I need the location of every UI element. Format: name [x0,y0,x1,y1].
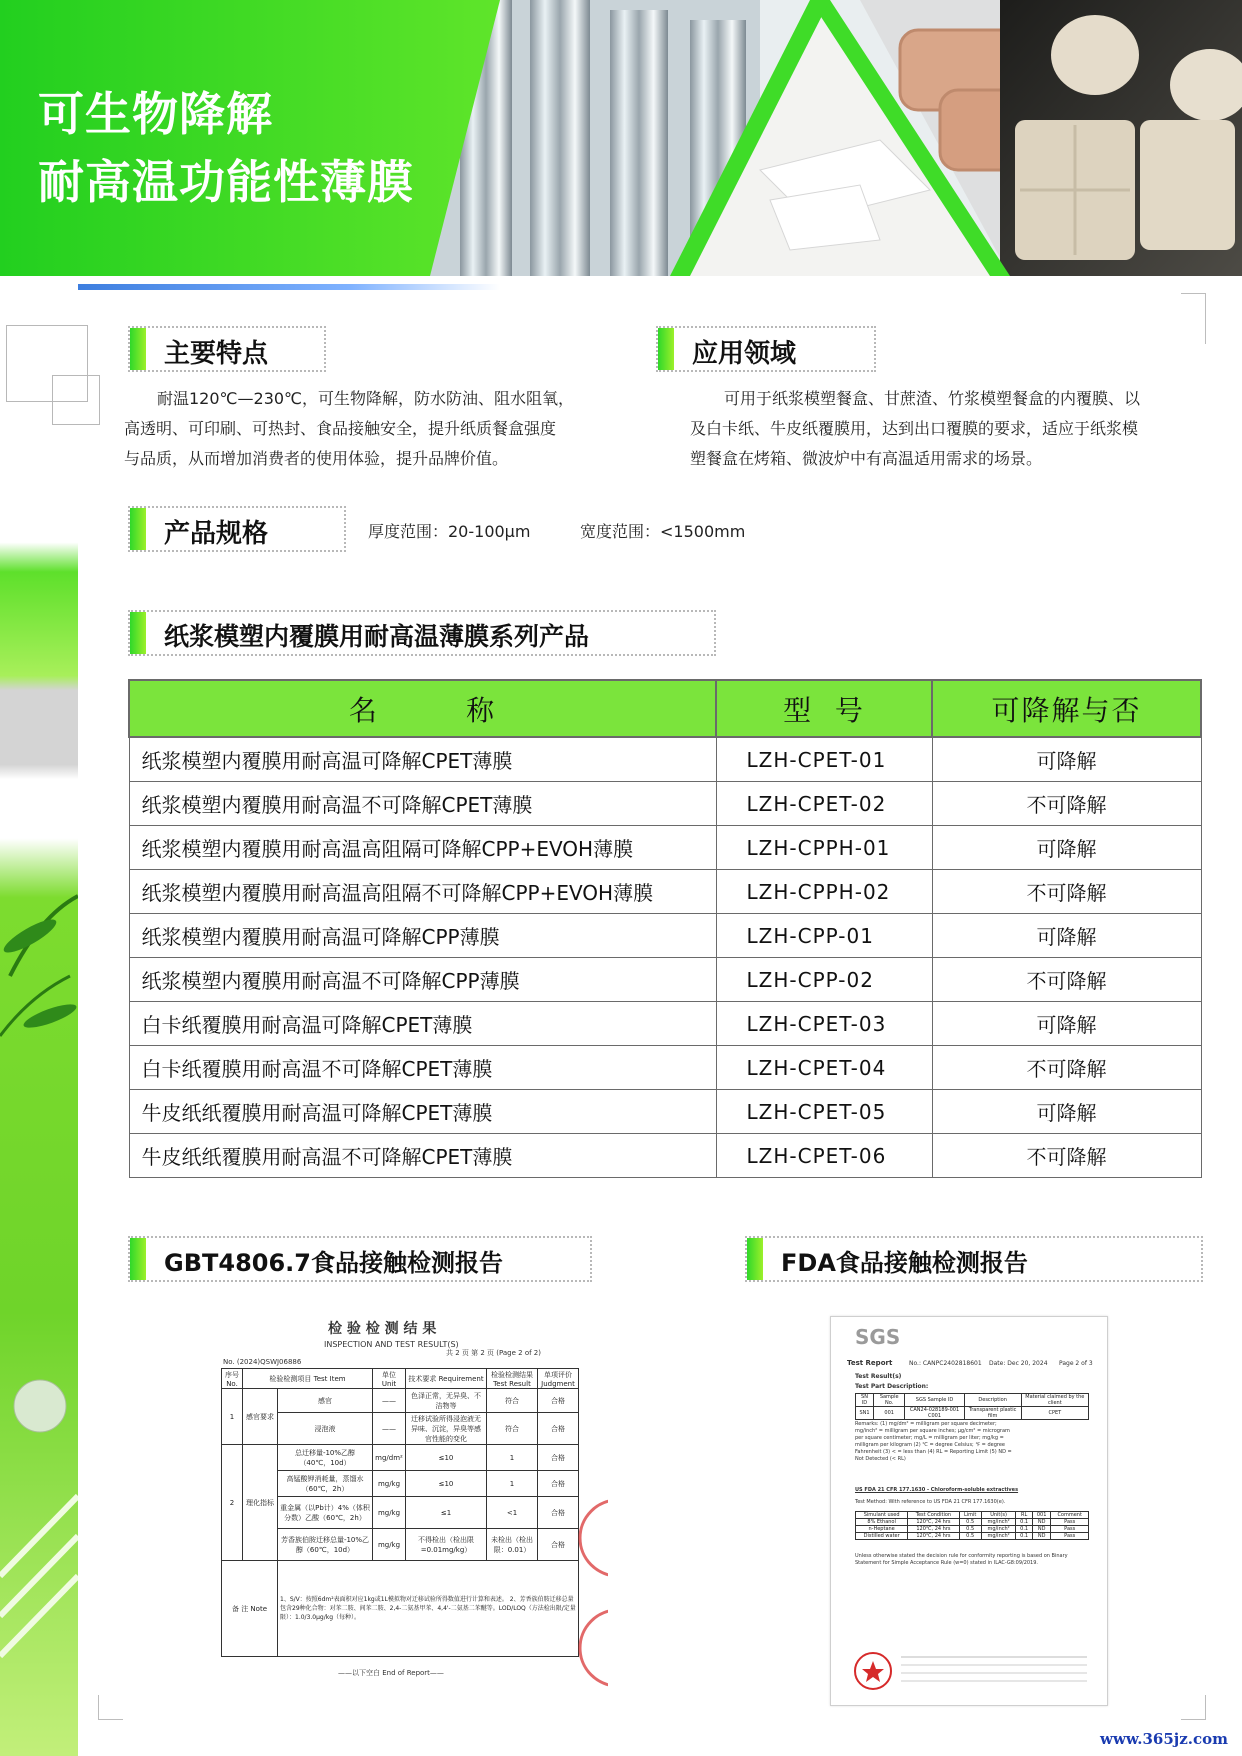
gbt-report-heading-text: GBT4806.7食品接触检测报告 [164,1249,503,1277]
gbt-cell: 合格 [538,1413,579,1445]
product-name: 牛皮纸纸覆膜用耐高温不可降解CPET薄膜 [129,1134,716,1178]
fda-cell: 0.5 [959,1526,981,1533]
column-header-name: 名 称 [129,680,716,737]
official-seal-stamp [578,1488,608,1688]
fda-report-heading-text: FDA食品接触检测报告 [781,1249,1028,1277]
fda-results-label: Test Result(s) [855,1373,902,1380]
product-name: 纸浆模塑内覆膜用耐高温可降解CPP薄膜 [129,914,716,958]
fda-col-header: Unit(s) [981,1512,1016,1519]
fda-page: Page 2 of 3 [1059,1360,1093,1367]
gbt-note-label: 备 注 Note [222,1561,278,1657]
heading-accent-bar [130,1238,146,1280]
fda-cell: Pass [1051,1533,1089,1540]
heading-accent-bar [130,328,146,370]
product-name: 纸浆模塑内覆膜用耐高温可降解CPET薄膜 [129,737,716,782]
product-model: LZH-CPPH-02 [716,870,932,914]
fda-section-title: US FDA 21 CFR 177.1630 - Chloroform-soluble extractives [855,1487,1019,1493]
fda-remarks: Remarks: (1) mg/dm² = milligram per square decimeter; mg/inch² = milligram per square inches; μg/cm² = microgram per square centimeter; mg/L = milligram per liter; mg/kg = milligram per kilogram (2) ℃ = degree Celsius; ℉ = degree Fahrenheit (3) < = less than (4) RL = Reporting Limit (5) ND = Not Detected (< RL) [855,1421,1012,1462]
gbt-cell: —— [373,1389,406,1413]
heading-accent-bar [130,508,146,550]
fda-cell: Distilled water [856,1533,908,1540]
degradable-status: 不可降解 [932,1046,1201,1090]
series-heading [128,610,716,656]
gbt-col-header: 序号 No. [222,1369,243,1389]
gbt-cell: 芳香族伯胺迁移总量-10%乙醇（60℃，10d） [278,1529,373,1561]
gbt-report-heading [128,1236,592,1282]
gbt-result-table [221,1368,579,1657]
fda-col-header: SN ID [856,1394,874,1407]
product-name: 白卡纸覆膜用耐高温不可降解CPET薄膜 [129,1046,716,1090]
fda-cell: mg/inch² [981,1526,1016,1533]
fda-no: No.: CANPC2402818601 [909,1360,982,1367]
fda-cell: 8% Ethanol [856,1519,908,1526]
features-line: 高透明、可印刷、可热封、食品接触安全，提升纸质餐盒强度 [124,419,557,438]
applications-line: 可用于纸浆模塑餐盒、甘蔗渣、竹浆模塑餐盒的内覆膜、以 [724,389,1141,408]
degradable-status: 可降解 [932,826,1201,870]
gbt-cell: ≤10 [406,1471,487,1497]
product-series-table [128,679,1202,1178]
gbt-cell: mg/dm² [373,1445,406,1471]
degradable-status: 可降解 [932,1090,1201,1134]
product-model: LZH-CPPH-01 [716,826,932,870]
product-model: LZH-CPP-02 [716,958,932,1002]
table-row [129,1090,1201,1134]
fda-col-header: Sample No. [873,1394,904,1407]
degradable-status: 不可降解 [932,782,1201,826]
fda-part-desc: Test Part Description: [855,1383,929,1390]
table-row [129,782,1201,826]
product-model: LZH-CPET-06 [716,1134,932,1178]
fda-cell: Transparent plastic film [964,1407,1021,1420]
gbt-cell: 浸泡液 [278,1413,373,1445]
fda-cell: ND [1032,1519,1051,1526]
heading-accent-bar [130,612,146,654]
product-model: LZH-CPET-03 [716,1002,932,1046]
gbt-row-group: 理化指标 [243,1445,278,1561]
fda-col-header: Description [964,1394,1021,1407]
gbt-cell: 合格 [538,1445,579,1471]
gbt-cell: 1 [487,1471,538,1497]
thickness-range: 厚度范围：20-100μm [368,522,531,541]
table-row [129,914,1201,958]
fda-cell: SN1 [856,1407,874,1420]
fda-cell: 120℃, 24 hrs [908,1519,959,1526]
gbt-col-header: 单项评价 Judgment [538,1369,579,1389]
product-name: 白卡纸覆膜用耐高温可降解CPET薄膜 [129,1002,716,1046]
specs-heading [128,506,346,552]
fda-cell: 0.5 [959,1533,981,1540]
degradable-status: 不可降解 [932,1134,1201,1178]
gbt-cell: 感官 [278,1389,373,1413]
gbt-cell: 符合 [487,1389,538,1413]
fda-date: Date: Dec 20, 2024 [989,1360,1048,1367]
sgs-logo: SGS [855,1325,901,1349]
applications-line: 塑餐盒在烤箱、微波炉中有高温适用需求的场景。 [690,449,1043,468]
table-row [129,826,1201,870]
width-range: 宽度范围：<1500mm [580,522,746,541]
fda-col-header: 001 [1032,1512,1051,1519]
fda-col-header: Simulant used [856,1512,908,1519]
product-name: 纸浆模塑内覆膜用耐高温高阻隔不可降解CPP+EVOH薄膜 [129,870,716,914]
series-heading-text: 纸浆模塑内覆膜用耐高温薄膜系列产品 [164,622,590,651]
fda-cell: n-Heptane [856,1526,908,1533]
product-model: LZH-CPET-04 [716,1046,932,1090]
gbt-cell: ≤10 [406,1445,487,1471]
fda-title: Test Report [847,1359,893,1367]
product-model: LZH-CPET-02 [716,782,932,826]
fda-report-document [830,1316,1108,1706]
column-header-degradable: 可降解与否 [932,680,1201,737]
left-decor-strip [0,276,78,1756]
header-banner [0,0,1242,276]
fda-col-header: Material claimed by the client [1021,1394,1088,1407]
fda-cell: Pass [1051,1519,1089,1526]
gbt-doc-subtitle: INSPECTION AND TEST RESULT(S) [324,1340,459,1349]
film-roll [530,0,590,276]
fda-cell: mg/inch² [981,1533,1016,1540]
applications-heading [656,326,876,372]
fda-report-heading [745,1236,1203,1282]
gbt-cell: 未检出（检出限：0.01） [487,1529,538,1561]
fda-cell: mg/inch² [981,1519,1016,1526]
features-heading [128,326,326,372]
fda-decision-rule: Unless otherwise stated the decision rule for conformity reporting is based on Binary Statement for Simple Acceptance Rule (w=0) stated in ILAC-G8:09/2019. [855,1553,1068,1566]
table-row [129,737,1201,782]
degradable-status: 不可降解 [932,870,1201,914]
table-row [129,1002,1201,1046]
degradable-status: 可降解 [932,1002,1201,1046]
fda-method: Test Method: With reference to US FDA 21 CFR 177.1630(e). [855,1499,1006,1505]
specs-heading-text: 产品规格 [164,519,269,549]
fda-col-header: RL [1016,1512,1032,1519]
heading-accent-bar [658,328,674,370]
fda-cell: ND [1032,1526,1051,1533]
gbt-cell: 总迁移量-10%乙醇（40℃，10d） [278,1445,373,1471]
fda-cell: 0.5 [959,1519,981,1526]
gbt-cell: —— [373,1413,406,1445]
table-row [129,870,1201,914]
applications-text [690,384,1210,474]
applications-line: 及白卡纸、牛皮纸覆膜用，达到出口覆膜的要求，适应于纸浆模 [690,419,1139,438]
heading-accent-bar [747,1238,763,1280]
film-roll [610,10,668,276]
product-name: 纸浆模塑内覆膜用耐高温高阻隔可降解CPP+EVOH薄膜 [129,826,716,870]
gbt-cell: ≤1 [406,1497,487,1529]
fda-col-header: Comment [1051,1512,1089,1519]
fda-cell: ND [1032,1533,1051,1540]
degradable-status: 可降解 [932,914,1201,958]
footer-url[interactable]: www.365jz.com [1100,1730,1228,1748]
frame-square-decor [52,375,100,425]
gbt-cell: mg/kg [373,1529,406,1561]
applications-heading-text: 应用领域 [692,339,797,369]
gbt-cell: 合格 [538,1389,579,1413]
gbt-cell: 符合 [487,1413,538,1445]
gbt-report-document [218,1318,584,1718]
fda-cell: 120℃, 24 hrs [908,1526,959,1533]
gbt-cell: 合格 [538,1529,579,1561]
gbt-cell: 合格 [538,1471,579,1497]
product-name: 牛皮纸纸覆膜用耐高温可降解CPET薄膜 [129,1090,716,1134]
corner-mark [1181,293,1206,344]
product-name: 纸浆模塑内覆膜用耐高温不可降解CPP薄膜 [129,958,716,1002]
features-line: 与品质，从而增加消费者的使用体验，提升品牌价值。 [124,449,509,468]
gbt-page-info: 共 2 页 第 2 页 (Page 2 of 2) [446,1349,541,1357]
gbt-cell: 不得检出（检出限=0.01mg/kg） [406,1529,487,1561]
leaf-photo-strip [0,276,78,1756]
table-row [129,1134,1201,1178]
gbt-cell: 高锰酸钾消耗量，蒸馏水（60℃，2h） [278,1471,373,1497]
product-model: LZH-CPET-01 [716,737,932,782]
gbt-cell: 1 [487,1445,538,1471]
gbt-cell: 合格 [538,1497,579,1529]
table-row [129,958,1201,1002]
fda-col-header: Limit [959,1512,981,1519]
fda-cell: Pass [1051,1526,1089,1533]
gbt-row-no: 1 [222,1389,243,1445]
gbt-doc-title: 检 验 检 测 结 果 [328,1321,437,1337]
gbt-cell: 色泽正常，无异臭、不洁物等 [406,1389,487,1413]
banner-title-line1: 可生物降解 [38,87,273,141]
fda-cell: CAN24-028189-001 C001 [905,1407,964,1420]
degradable-status: 不可降解 [932,958,1201,1002]
product-model: LZH-CPET-05 [716,1090,932,1134]
gbt-cell: 重金属（以Pb计）4%（体积分数）乙酸（60℃，2h） [278,1497,373,1529]
fda-cell: 120℃, 24 hrs [908,1533,959,1540]
column-header-model: 型 号 [716,680,932,737]
gbt-col-header: 检验检测项目 Test Item [243,1369,373,1389]
gbt-row-no: 2 [222,1445,243,1561]
fda-cell: CPET [1021,1407,1088,1420]
fda-col-header: Test Condition [908,1512,959,1519]
features-text [124,384,624,474]
degradable-status: 可降解 [932,737,1201,782]
table-header-row [129,680,1201,737]
features-heading-text: 主要特点 [164,339,269,369]
table-row [129,1046,1201,1090]
gbt-cell: mg/kg [373,1497,406,1529]
gbt-doc-no: No. (2024)QSWJ06886 [223,1358,302,1366]
gbt-col-header: 单位 Unit [373,1369,406,1389]
fda-part-table [855,1393,1089,1420]
fda-cell: 0.1 [1016,1519,1032,1526]
features-line: 耐温120℃—230℃，可生物降解，防水防油、阻水阻氧， [157,389,575,408]
product-name: 纸浆模塑内覆膜用耐高温不可降解CPET薄膜 [129,782,716,826]
corner-mark [98,1695,123,1720]
gbt-end-of-report: ——以下空白 End of Report—— [338,1669,444,1677]
gbt-cell: <1 [487,1497,538,1529]
gbt-col-header: 检验检测结果 Test Result [487,1369,538,1389]
gbt-row-group: 感官要求 [243,1389,278,1445]
fda-cell: 0.1 [1016,1533,1032,1540]
fda-col-header: SGS Sample ID [905,1394,964,1407]
gbt-col-header: 技术要求 Requirement [406,1369,487,1389]
corner-mark [1181,1695,1206,1720]
product-model: LZH-CPP-01 [716,914,932,958]
gbt-cell: mg/kg [373,1471,406,1497]
fda-cell: 001 [873,1407,904,1420]
fda-result-table [855,1511,1089,1540]
gbt-note-text: 1、S/V：按照6dm²表面积对应1kg或1L模拟物对迁移试验所得数值进行计算和表述。 2、芳香族伯胺迁移总量包含29种化合物：对苯二胺、间苯二胺、2,4-二氨基甲苯、4,4'-二氨基二苯醚等。LOD/LOQ（方法检出限/定量限）：1.0/3.0μg/kg（每种）。 [278,1561,579,1657]
gbt-cell: 迁移试验所得浸泡液无异味、沉淀，异臭等感官性能的变化 [406,1413,487,1445]
banner-title-line2: 耐高温功能性薄膜 [38,155,414,209]
sgs-footer-stamp [851,1647,1091,1697]
fda-cell: 0.1 [1016,1526,1032,1533]
